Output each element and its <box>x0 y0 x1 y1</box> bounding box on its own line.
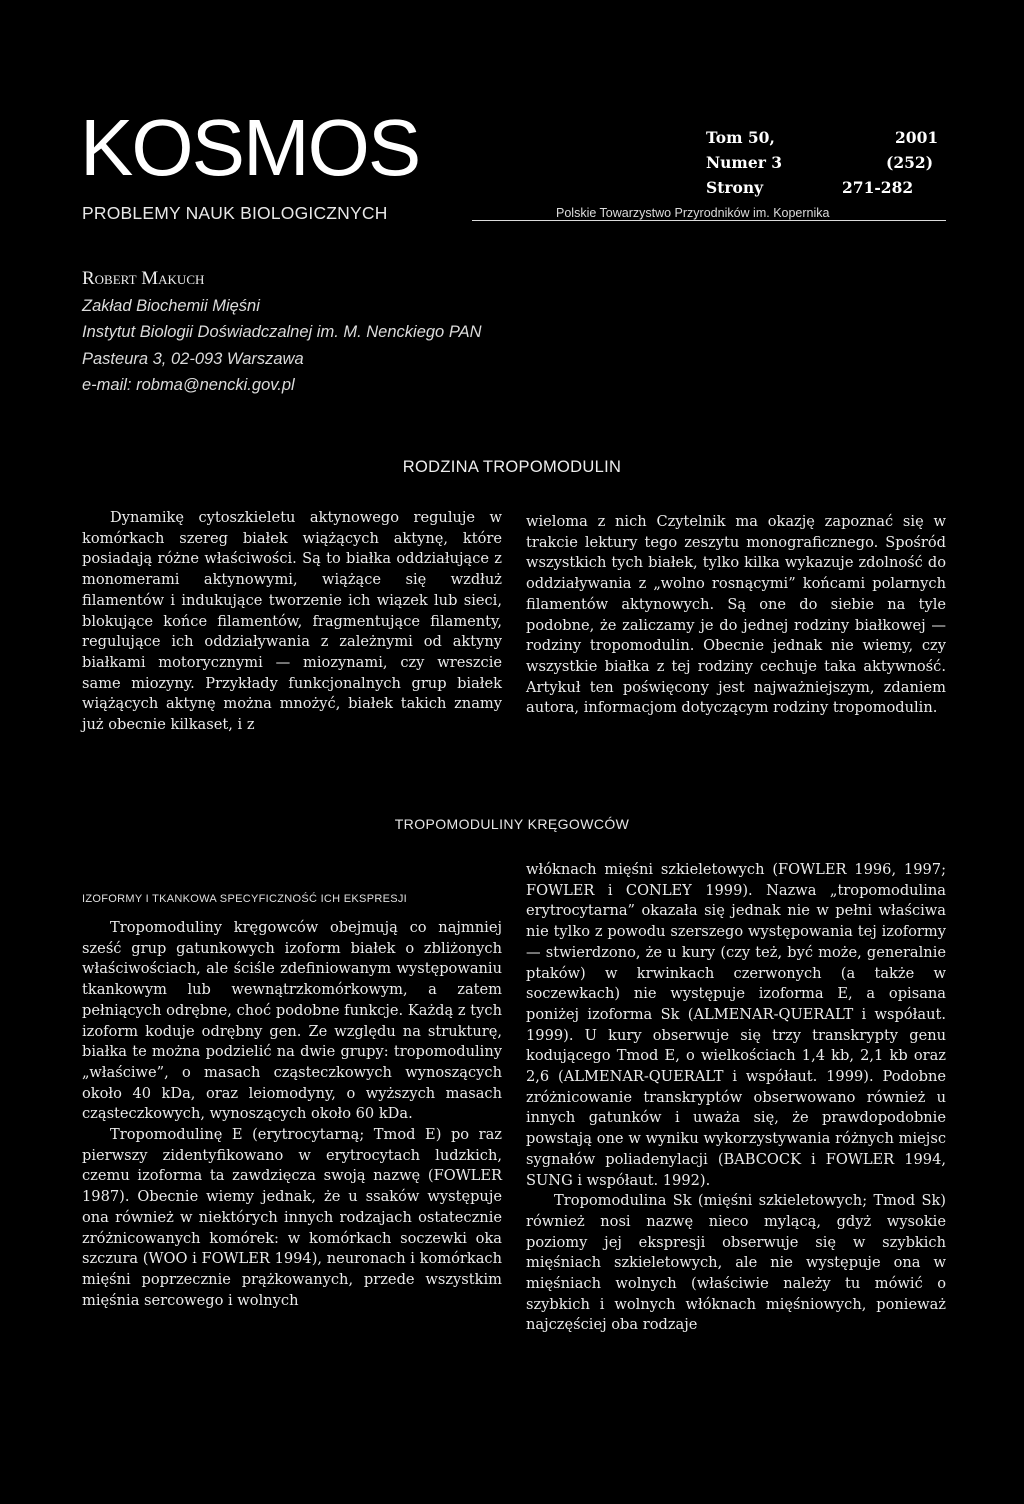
body-paragraph: Tropomoduliny kręgowców obejmują co najmniej sześć grup gatunkowych izoform białek o zbliżonych właściwościach, ale ściśle zdefiniowanym występowaniu tkankowym lub wewnątrzkomórkowym, a zatem pełniących odrębne, choć podobne funkcje. Każdą z tych izoform koduje odrębny gen. Ze względu na strukturę, białka te można podzielić na dwie grupy: tropomoduliny „właściwe”, o masach cząsteczkowych wynoszących około 40 kDa, oraz leiomodyny, o wyższych masach cząsteczkowych, wynoszących około 60 kDa. <box>82 919 502 1123</box>
abstract-paragraph: Dynamikę cytoszkieletu aktynowego reguluje w komórkach szereg białek wiążących aktynę, które posiadają różne właściwości. Są to białka oddziałujące z monomerami aktynowymi, wiążące się wzdłuż filamentów i indukujące tworzenie ich wiązek lub sieci, blokujące końce filamentów, fragmentujące filamenty, regulujące ich oddziaływania z zależnymi od aktyny białkami motorycznymi — miozynami, czy wreszcie same miozyny. Przykłady funkcjonalnych grup białek wiążących aktynę można mnożyć, białek takich znamy już obecnie kilkaset, i z <box>82 509 502 734</box>
affiliation-line: Instytut Biologii Doświadczalnej im. M. Nenckiego PAN <box>82 323 482 341</box>
journal-logo: KOSMOS <box>80 103 420 192</box>
pages-label: Strony <box>706 178 764 197</box>
year: 2001 <box>895 128 939 147</box>
pages-range: 271-282 <box>842 178 914 197</box>
volume-label: Tom 50, <box>706 128 775 147</box>
subsection-heading: IZOFORMY I TKANKOWA SPECYFICZNOŚĆ ICH EKSPRESJI <box>82 893 407 905</box>
affiliation-line: Zakład Biochemii Mięśni <box>82 297 260 315</box>
journal-subtitle: PROBLEMY NAUK BIOLOGICZNYCH <box>82 203 388 223</box>
abstract-left-column <box>82 508 502 736</box>
body-paragraph: włóknach mięśni szkieletowych (FOWLER 1996, 1997; FOWLER i CONLEY 1999). Nazwa „tropomodulina erytrocytarna” okazała się jednak nie w pełni właściwa nie tylko z powodu szerszego występowania tej izoformy — stwierdzono, że u kury (czy też, być może, generalnie ptaków) w krwinkach czerwonych (a także w soczewkach) nie występuje izoforma E, a opisana poniżej izoforma Sk (ALMENAR-QUERALT i współaut. 1999). U kury obserwuje się trzy transkrypty genu kodującego Tmod E, o wielkościach 1,4 kb, 2,1 kb oraz 2,6 (ALMENAR-QUERALT i współaut. 1999). Podobne zróżnicowanie transkryptów obserwowano również u innych gatunków i uważa się, że prawdopodobnie powstają one w wyniku wykorzystywania różnych miejsc sygnałów poliadenylacji (BABCOCK i FOWLER 1994, SUNG i współaut. 1992). <box>526 861 946 1189</box>
affiliation-address: Pasteura 3, 02-093 Warszawa <box>82 350 304 368</box>
abstract-right-column <box>526 512 946 719</box>
volume-line <box>706 128 948 150</box>
section-heading: TROPOMODULINY KRĘGOWCÓW <box>394 816 630 832</box>
author-email[interactable]: e-mail: robma@nencki.gov.pl <box>82 376 295 394</box>
issue-total: (252) <box>886 153 934 172</box>
body-right-column <box>526 860 946 1336</box>
body-paragraph: Tropomodulinę E (erytrocytarną; Tmod E) po raz pierwszy zidentyfikowano w erytrocytach ludzkich, czemu izoforma ta zawdzięcza swoją nazwę (FOWLER 1987). Obecnie wiemy jednak, że u ssaków występuje ona również w niektórych innych rodzajach ostatecznie zróżnicowanych komórek: w komórkach soczewki oka szczura (WOO i FOWLER 1994), neuronach i komórkach mięśni poprzecznie prążkowanych, przede wszystkim mięśnia sercowego i wolnych <box>82 1126 502 1309</box>
society-name: Polskie Towarzystwo Przyrodników im. Kopernika <box>556 206 830 220</box>
author-name: Robert Makuch <box>82 268 205 289</box>
article-title: RODZINA TROPOMODULIN <box>402 458 622 476</box>
masthead-rule <box>472 220 946 221</box>
body-left-column <box>82 918 502 1311</box>
pages-line <box>706 178 948 200</box>
abstract-paragraph: wieloma z nich Czytelnik ma okazję zapoznać się w trakcie lektury tego zeszytu monograficznego. Spośród wszystkich tych białek, tylko kilka wykazuje zdolność do oddziaływania z „wolno rosnącymi” końcami polarnych filamentów aktynowych. Są one do siebie na tyle podobne, że zaliczamy je do jednej rodziny białkowej — rodziny tropomodulin. Obecnie jednak nie wiemy, czy wszystkie białka z tej rodziny cechuje taka aktywność. Artykuł ten poświęcony jest najważniejszym, zdaniem autora, informacjom dotyczącym rodziny tropomodulin. <box>526 513 946 717</box>
body-paragraph: Tropomodulina Sk (mięśni szkieletowych; Tmod Sk) również nosi nazwę nieco mylącą, gdyż wysokie poziomy jej ekspresji obserwuje się w szybkich mięśniach szkieletowych, ale nie występuje ona w mięśniach wolnych (właściwie należy tu mówić o szybkich i wolnych włóknach mięśniowych, ponieważ najczęściej oba rodzaje <box>526 1192 946 1334</box>
issue-label: Numer 3 <box>706 153 783 172</box>
issue-line <box>706 153 948 175</box>
